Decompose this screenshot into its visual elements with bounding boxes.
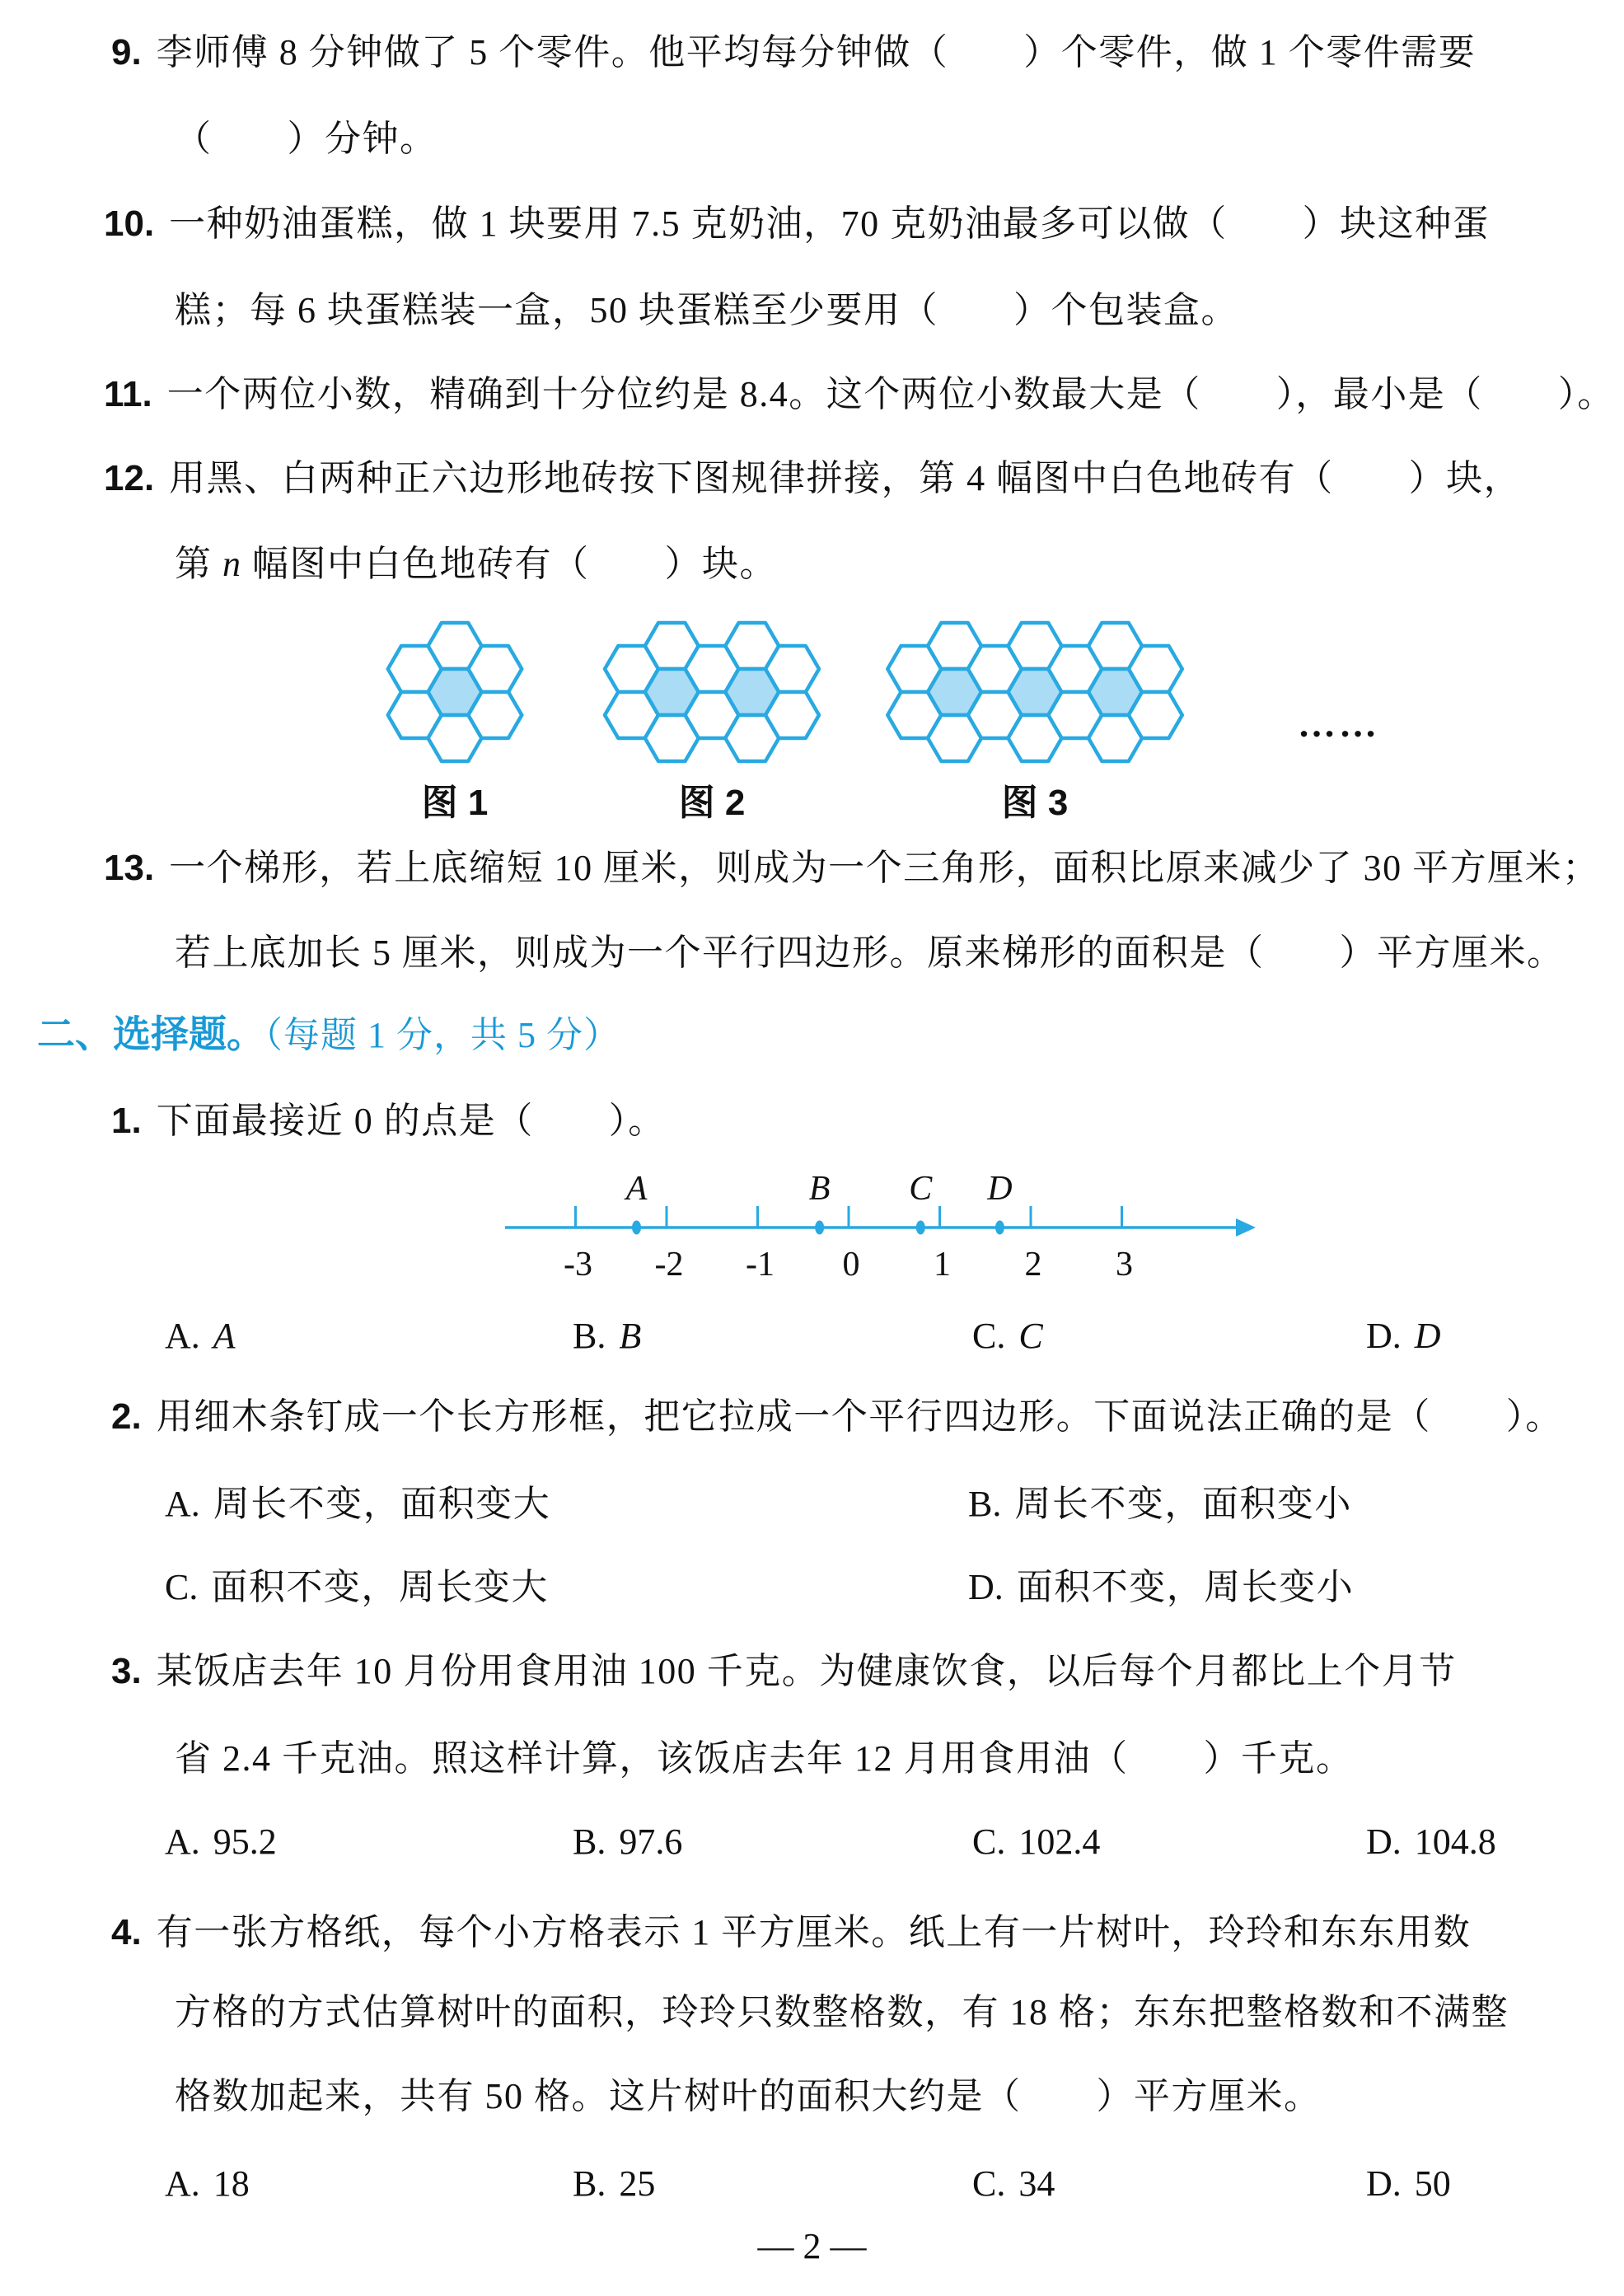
option-c: C. 102.4 xyxy=(972,1821,1101,1862)
number-line-svg xyxy=(494,1168,1285,1285)
option-c: C. 34 xyxy=(972,2163,1055,2204)
question-text: 李师傅 8 分钟做了 5 个零件。他平均每分钟做（ ）个零件，做 1 个零件需要 xyxy=(156,32,1477,72)
question-13-line-1 xyxy=(104,843,1600,894)
question-text: 某饭店去年 10 月份用食用油 100 千克。为健康饮食，以后每个月都比上个月节 xyxy=(156,1651,1457,1691)
option-a: A. 95.2 xyxy=(165,1821,277,1862)
choice-question-3-line-2: 省 2.4 千克油。照这样计算，该饭店去年 12 月用食用油（ ）千克。 xyxy=(175,1738,1354,1779)
svg-text:-1: -1 xyxy=(746,1246,775,1284)
question-text: 有一张方格纸，每个小方格表示 1 平方厘米。纸上有一片树叶，玲玲和东东用数 xyxy=(156,1912,1472,1952)
choice-question-3-line-1 xyxy=(111,1646,1457,1697)
svg-text:-2: -2 xyxy=(654,1246,684,1284)
question-12-line-2: 第 n 幅图中白色地砖有（ ）块。 xyxy=(175,544,777,584)
question-text: 一种奶油蛋糕，做 1 块要用 7.5 克奶油，70 克奶油最多可以做（ ）块这种蛋 xyxy=(169,203,1491,244)
question-number: 11. xyxy=(104,374,152,414)
question-text: 用黑、白两种正六边形地砖按下图规律拼接，第 4 幅图中白色地砖有（ ）块， xyxy=(169,458,1522,498)
option-c: C. 面积不变，周长变大 xyxy=(165,1567,549,1607)
question-text: 一个两位小数，精确到十分位约是 8.4。这个两位小数最大是（ ），最小是（ ）。 xyxy=(166,374,1615,414)
question-number: 2. xyxy=(111,1396,142,1437)
question-text: 用细木条钉成一个长方形框，把它拉成一个平行四边形。下面说法正确的是（ ）。 xyxy=(156,1396,1563,1437)
section-2-points-note: （每题 1 分，共 5 分） xyxy=(264,1015,620,1055)
question-number: 3. xyxy=(111,1651,142,1691)
question-number: 13. xyxy=(104,848,155,888)
question-10-line-1 xyxy=(104,199,1490,250)
figure-2-label: 图 2 xyxy=(678,783,746,823)
choice-question-4-line-3: 格数加起来，共有 50 格。这片树叶的面积大约是（ ）平方厘米。 xyxy=(175,2076,1322,2116)
variable-n: n xyxy=(222,544,242,584)
svg-text:0: 0 xyxy=(842,1246,860,1284)
page-number: — 2 — xyxy=(757,2226,867,2266)
option-c: C. C xyxy=(972,1316,1043,1356)
section-2-title: 二、选择题。 xyxy=(37,1012,264,1055)
question-number: 10. xyxy=(104,203,155,244)
question-10-line-2: 糕；每 6 块蛋糕装一盒，50 块蛋糕至少要用（ ）个包装盒。 xyxy=(175,290,1238,330)
question-text: 一个梯形，若上底缩短 10 厘米，则成为一个三角形，面积比原来减少了 30 平方厘米； xyxy=(169,848,1600,888)
figure-3-label: 图 3 xyxy=(1001,783,1069,823)
q4-options-row xyxy=(0,2158,1624,2209)
section-2-header xyxy=(37,1008,620,1060)
question-number: 9. xyxy=(111,32,142,72)
question-9-line-1 xyxy=(111,27,1476,78)
q2-options-row-2 xyxy=(0,1562,1624,1613)
option-b: B. 周长不变，面积变小 xyxy=(968,1484,1352,1524)
svg-text:A: A xyxy=(625,1170,648,1208)
hex-figures-svg xyxy=(354,606,1211,774)
option-a: A. 18 xyxy=(165,2163,250,2204)
choice-question-1 xyxy=(111,1096,666,1147)
question-text: 下面最接近 0 的点是（ ）。 xyxy=(156,1101,666,1141)
svg-text:-3: -3 xyxy=(564,1246,592,1284)
question-number: 4. xyxy=(111,1912,142,1952)
question-11-line-1 xyxy=(104,369,1615,420)
choice-question-4-line-2: 方格的方式估算树叶的面积，玲玲只数整格数，有 18 格；东东把整格数和不满整 xyxy=(175,1992,1509,2032)
q2-options-row-1 xyxy=(0,1479,1624,1530)
option-d: D. 面积不变，周长变小 xyxy=(968,1567,1355,1607)
q1-options-row xyxy=(0,1311,1624,1362)
option-a: A. A xyxy=(165,1316,236,1356)
svg-text:D: D xyxy=(987,1170,1013,1208)
option-b: B. 97.6 xyxy=(573,1821,683,1862)
svg-text:1: 1 xyxy=(934,1246,951,1284)
svg-text:3: 3 xyxy=(1116,1246,1133,1284)
question-13-line-2: 若上底加长 5 厘米，则成为一个平行四边形。原来梯形的面积是（ ）平方厘米。 xyxy=(175,933,1565,973)
option-d: D. D xyxy=(1366,1316,1441,1356)
svg-text:C: C xyxy=(909,1170,933,1208)
question-number: 12. xyxy=(104,458,155,498)
pattern-ellipsis: …… xyxy=(1298,703,1380,745)
option-a: A. 周长不变，面积变大 xyxy=(165,1484,551,1524)
svg-text:2: 2 xyxy=(1024,1246,1042,1284)
svg-text:B: B xyxy=(808,1170,831,1208)
choice-question-4-line-1 xyxy=(111,1907,1471,1958)
question-12-line-1 xyxy=(104,453,1521,504)
q3-options-row xyxy=(0,1817,1624,1868)
question-number: 1. xyxy=(111,1101,142,1141)
option-d: D. 50 xyxy=(1366,2163,1451,2204)
option-b: B. B xyxy=(573,1316,642,1356)
option-d: D. 104.8 xyxy=(1366,1821,1496,1862)
figure-1-label: 图 1 xyxy=(421,783,489,823)
question-9-line-2: （ ）分钟。 xyxy=(175,119,438,159)
choice-question-2 xyxy=(111,1391,1563,1443)
option-b: B. 25 xyxy=(573,2163,656,2204)
